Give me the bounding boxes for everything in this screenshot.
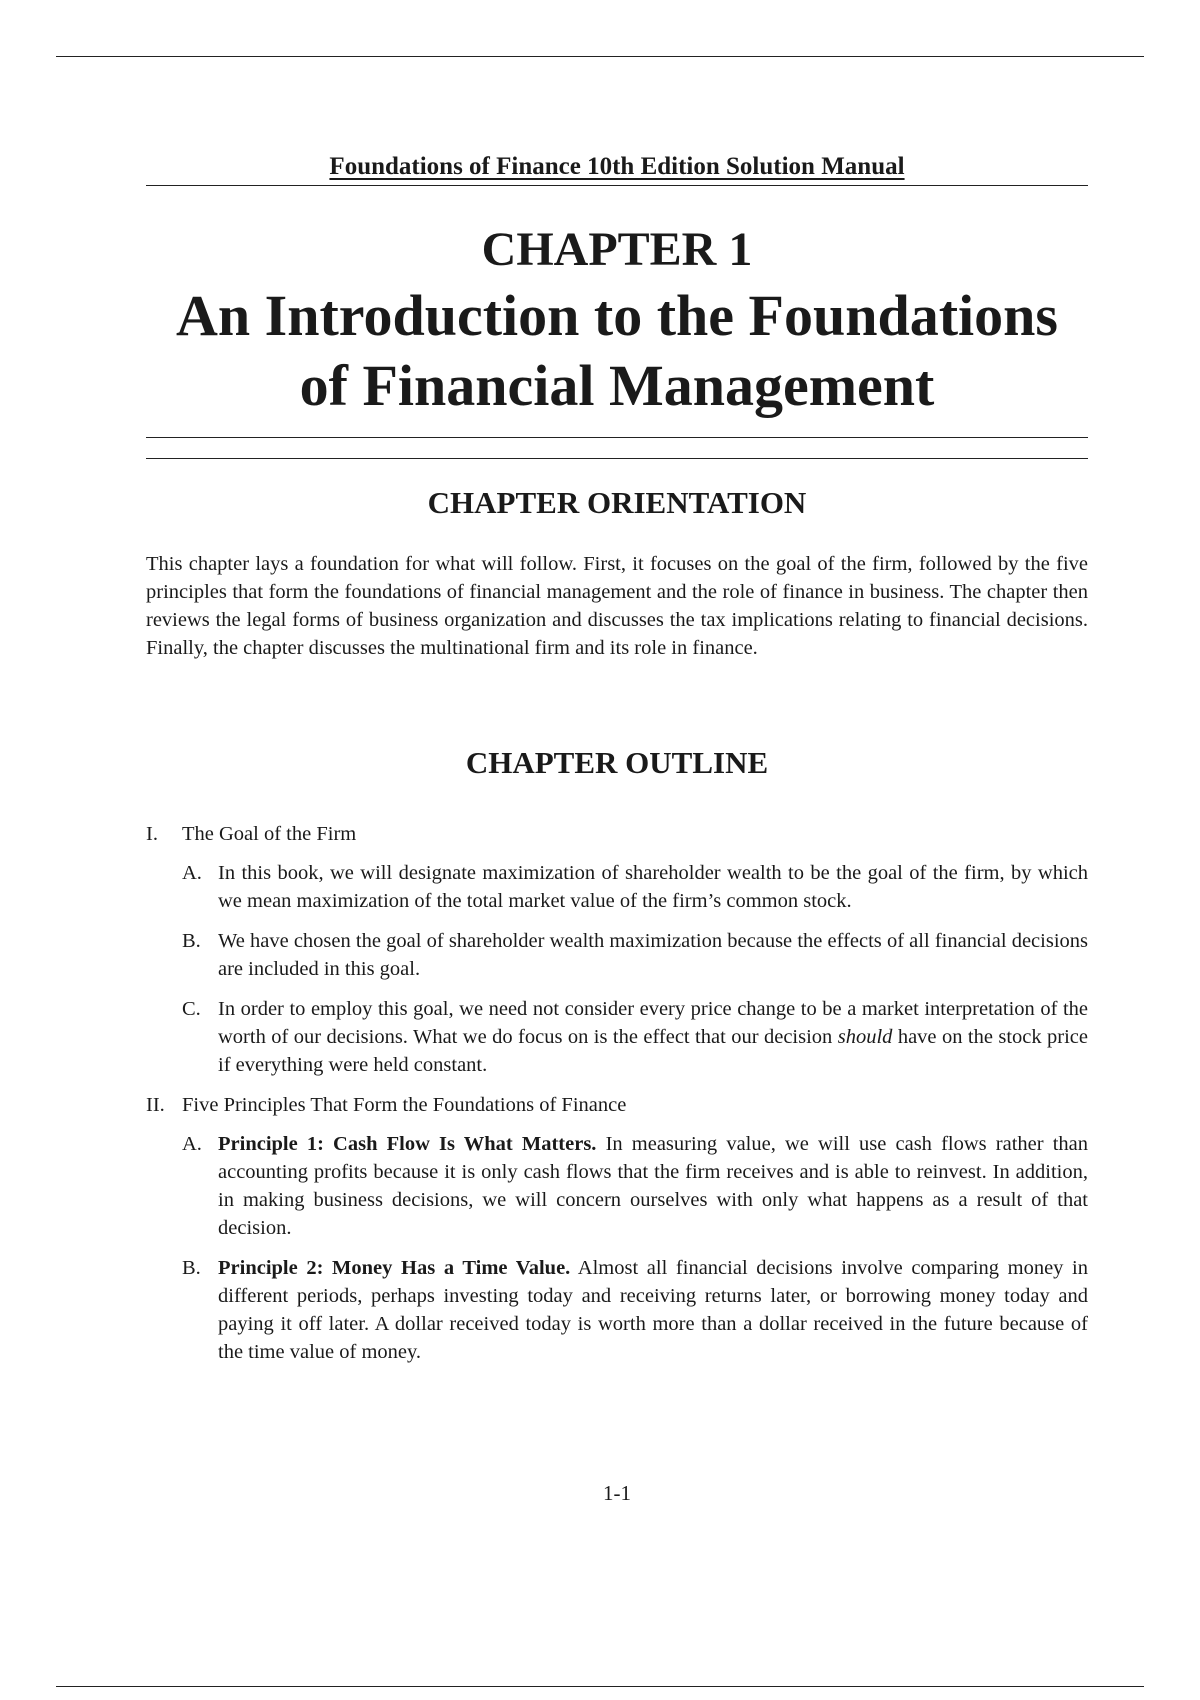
item-text-part: In measuring value, we will use cash flows rather than accounting profits because it is only cash flows that the firm receives and is able to reinvest. In addition, in making business decisions, we will concern ourselves with only what happens as a result of that decision. <box>218 1133 1088 1239</box>
item-marker: C. <box>182 998 201 1020</box>
section-marker: I. <box>146 823 158 845</box>
list-item <box>182 1130 1088 1242</box>
list-item <box>182 927 1088 983</box>
orientation-heading: CHAPTER ORIENTATION <box>427 485 807 520</box>
item-marker: A. <box>182 1133 202 1155</box>
item-text <box>218 1254 1088 1366</box>
item-marker: B. <box>182 1257 201 1279</box>
principle-title: Principle 1: Cash Flow Is What Matters. <box>218 1133 597 1155</box>
outline-section-2 <box>146 1091 1088 1366</box>
outline-section-1 <box>146 820 1088 1079</box>
item-text-part: have on the stock price if everything were held constant. <box>218 1026 1089 1076</box>
section-title: Five Principles That Form the Foundations of Finance <box>182 1094 627 1116</box>
item-text: We have chosen the goal of shareholder wealth maximization because the effects of all financial decisions are included in this goal. <box>218 930 1088 980</box>
list-item <box>182 859 1088 915</box>
principle-title: Principle 2: Money Has a Time Value. <box>218 1257 571 1279</box>
item-text-emphasis: should <box>837 1026 893 1048</box>
chapter-outline <box>146 820 1088 1378</box>
item-text: In this book, we will designate maximization of shareholder wealth to be the goal of the firm, by which we mean maximization of the total market value of the firm’s common stock. <box>218 862 1088 912</box>
page-bottom-rule <box>56 1686 1144 1687</box>
section-2-items <box>146 1130 1088 1366</box>
item-text <box>218 1130 1088 1242</box>
chapter-title-line2: of Financial Management <box>299 353 935 418</box>
item-marker: B. <box>182 930 201 952</box>
chapter-title-line1: An Introduction to the Foundations <box>175 283 1058 348</box>
section-1-items <box>146 859 1088 1079</box>
list-item <box>182 995 1088 1079</box>
title-rule-lower <box>146 458 1088 459</box>
chapter-title <box>146 281 1088 421</box>
header-rule <box>146 185 1088 186</box>
title-rule-upper <box>146 437 1088 438</box>
orientation-paragraph: This chapter lays a foundation for what will follow. First, it focuses on the goal of the firm, followed by the five principles that form the foundations of financial management and the role of finance in business. The chapter then reviews the legal forms of business organization and discusses the tax implications relating to financial decisions. Finally, the chapter discusses the multinational firm and its role in finance. <box>146 553 1088 659</box>
item-text-part: In order to employ this goal, we need not consider every price change to be a market interpretation of the worth of our decisions. What we do focus on is the effect that our decision <box>218 998 1088 1048</box>
document-header: Foundations of Finance 10th Edition Solution Manual <box>329 153 905 180</box>
item-text-part: Almost all financial decisions involve comparing money in different periods, perhaps investing today and receiving returns later, or borrowing money today and paying it off later. A dollar received today is worth more than a dollar received in the future because of the time value of money. <box>218 1257 1088 1363</box>
item-marker: A. <box>182 862 202 884</box>
section-marker: II. <box>146 1094 165 1116</box>
item-text <box>218 995 1088 1079</box>
list-item <box>182 1254 1088 1366</box>
page-top-rule <box>56 56 1144 57</box>
outline-heading: CHAPTER OUTLINE <box>465 745 769 780</box>
section-title: The Goal of the Firm <box>182 823 357 845</box>
chapter-number: CHAPTER 1 <box>481 223 753 276</box>
page-number: 1-1 <box>603 1481 631 1505</box>
